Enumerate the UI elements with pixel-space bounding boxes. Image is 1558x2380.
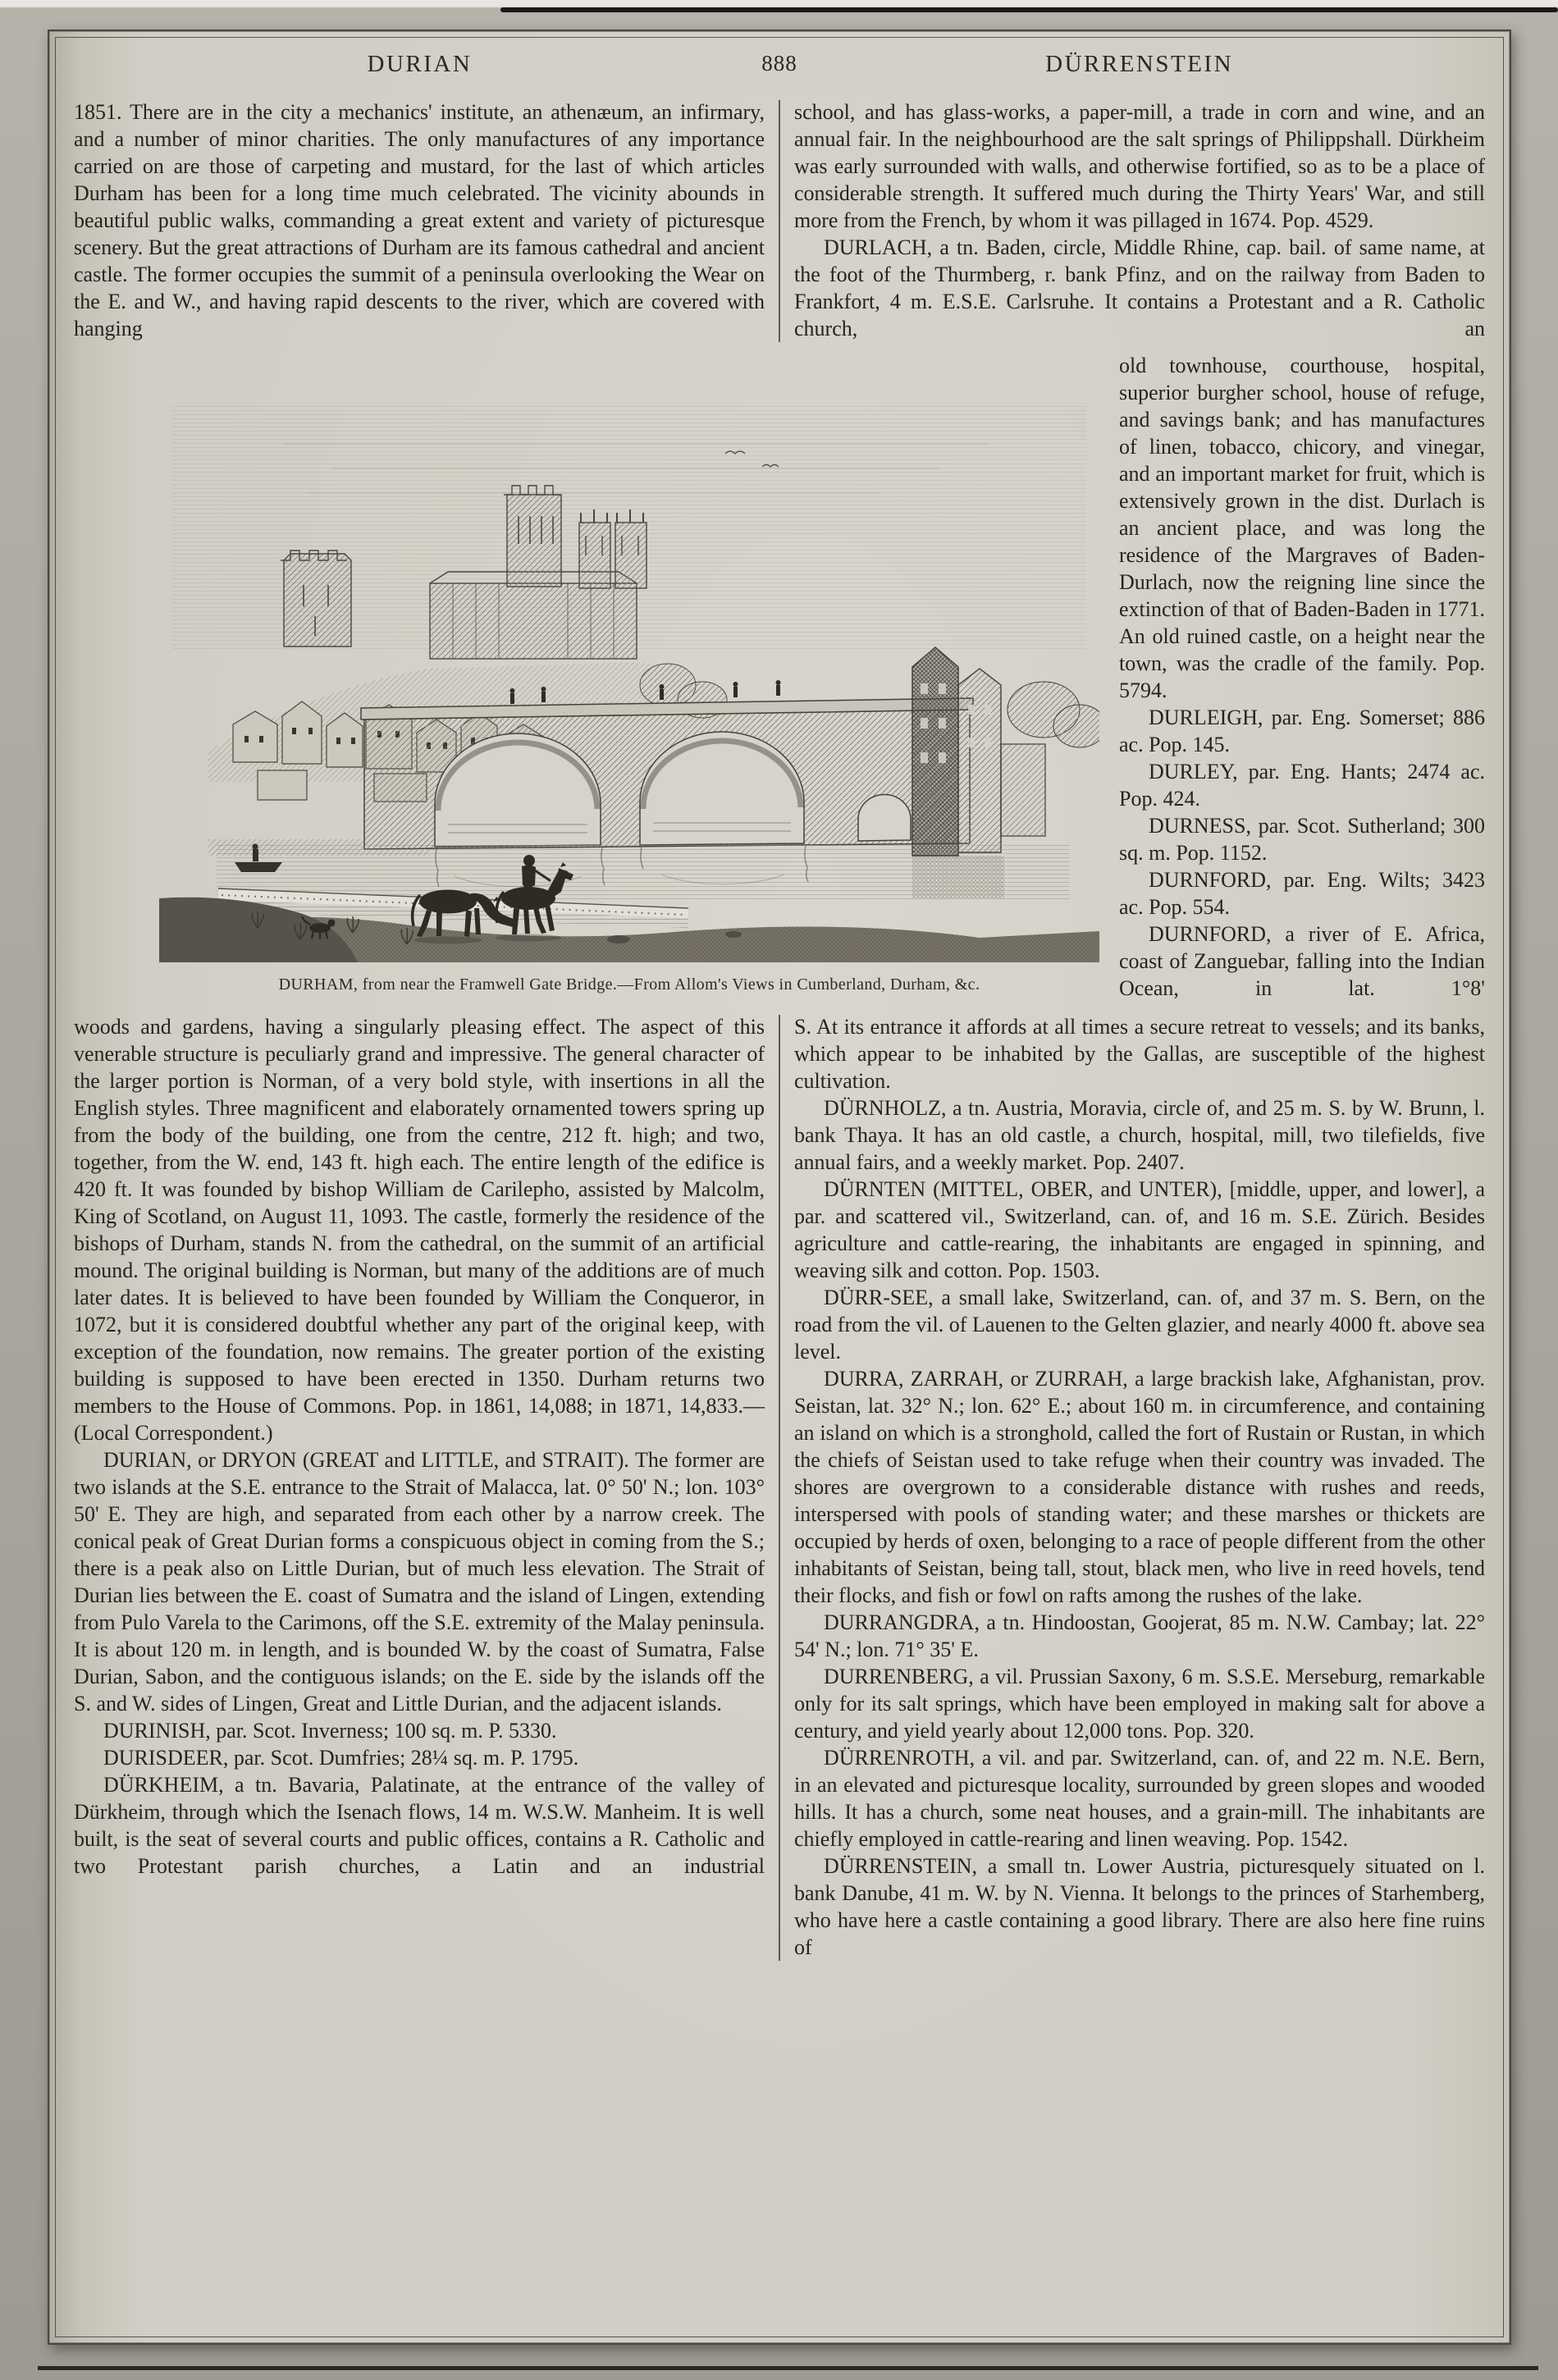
running-head <box>74 51 1485 87</box>
entry-durness: DURNESS, par. Scot. Sutherland; 300 sq. m. Pop. 1152. <box>1119 814 1485 865</box>
entry-durnford-river-continuation: S. At its entrance it affords at all times a secure retreat to vessels; and its banks, which appear to be inhabited by the Gallas, are susceptible of the highest cultivation. <box>794 1015 1485 1093</box>
entry-durlach: DURLACH, a tn. Baden, circle, Middle Rhine, cap. bail. of same name, at the foot of the Thurmberg, r. bank Pfinz, and on the railway from Baden to Frankfort, 4 m. E.S.E. Carlsruhe. It contains a Protestant and a R. Catholic church, an <box>794 235 1485 340</box>
entry-durkheim: DÜRKHEIM, a tn. Bavaria, Palatinate, at the entrance of the valley of Dürkheim, through which the Isenach flows, 14 m. W.S.W. Manheim. It is well built, is the seat of several courts and public offices, contains a R. Catholic and two Protestant parish churches, a Latin and an industrial <box>74 1773 765 1878</box>
durham-article-text: 1851. There are in the city a mechanics' institute, an athenæum, an infirmary, and a number of minor charities. The only manufactures of any importance carried on are those of carpeting and mustard, for the last of which articles Durham has been for a long time much celebrated. The vicinity abounds in beautiful public walks, commanding a great extent and variety of picturesque scenery. But the great attractions of Durham are its famous cathedral and ancient castle. The former occupies the summit of a peninsula overlooking the Wear on the E. and W., and having rapid descents to the river, which are covered with hanging <box>74 100 765 340</box>
durham-engraving-figure <box>159 350 1099 1002</box>
entry-durinish: DURINISH, par. Scot. Inverness; 100 sq. m. P. 5330. <box>103 1719 557 1743</box>
entry-durleigh: DURLEIGH, par. Eng. Somerset; 886 ac. Pop. 145. <box>1119 706 1485 756</box>
column-rule <box>779 1015 780 1961</box>
lower-columns <box>74 1013 1485 1961</box>
entry-durrangdra: DURRANGDRA, a tn. Hindoostan, Goojerat, 85 m. N.W. Cambay; lat. 22° 54' N.; lon. 71° 35' E. <box>794 1610 1485 1661</box>
page-content <box>74 51 1485 2322</box>
durham-engraving <box>159 396 1099 962</box>
entry-durlach-continuation: old townhouse, courthouse, hospital, superior burgher school, house of refuge, and savings bank; and has manufactures of linen, tobacco, chicory, and vinegar, and an important market for fruit, which is extensively grown in the dist. Durlach is an ancient place, and was long the residence of the Margraves of Baden-Durlach, now the reigning line since the extinction of that of Baden-Baden in 1771. An old ruined castle, on a height near the town, was the cradle of the family. Pop. 5794. <box>1119 354 1485 702</box>
book-page <box>48 30 1511 2345</box>
running-head-right-title: DÜRRENSTEIN <box>1045 51 1234 77</box>
left-column-upper <box>74 98 765 342</box>
entry-durra: DURRA, ZARRAH, or ZURRAH, a large brackish lake, Afghanistan, prov. Seistan, lat. 32° N.; lon. 62° E.; about 160 m. in circumference, and containing an island on which is a stronghold, called the fort of Rustain or Rustan, in which the chiefs of Seistan used to take refuge when their country was invaded. The shores are overgrown to a considerable distance with rushes and reeds, interspersed with pools of standing water; and these marshes or thickets are occupied by herds of oxen, belonging to a race of people different from the other inhabitants of Seistan, being tall, stout, black men, who live in reed hovels, tend their flocks, and fish or fowl on rafts among the rushes of the lake. <box>794 1367 1485 1607</box>
entry-durnford-parish: DURNFORD, par. Eng. Wilts; 3423 ac. Pop. 554. <box>1119 868 1485 919</box>
column-rule <box>779 100 780 342</box>
entry-durisdeer: DURISDEER, par. Scot. Dumfries; 28¼ sq. m. P. 1795. <box>103 1746 579 1770</box>
illustration-caption: DURHAM, from near the Framwell Gate Bridge.—From Allom's Views in Cumberland, Durham, &c. <box>278 975 980 994</box>
right-column-upper <box>794 98 1485 342</box>
entry-durley: DURLEY, par. Eng. Hants; 2474 ac. Pop. 424. <box>1119 760 1485 811</box>
entry-durnten: DÜRNTEN (MITTEL, OBER, and UNTER), [middle, upper, and lower], a par. and scattered vil., Switzerland, can. of, and 16 m. S.E. Zürich. Besides agriculture and cattle-rearing, the inhabitants are engaged in spinning, and weaving silk and cotton. Pop. 1503. <box>794 1177 1485 1282</box>
durham-article-continuation: woods and gardens, having a singularly pleasing effect. The aspect of this venerable structure is peculiarly grand and impressive. The general character of the larger portion is Norman, of a very bold style, with insertions in all the English styles. Three magnificent and elaborately ornamented towers spring up from the body of the building, one from the centre, 212 ft. high; and two, together, from the W. end, 143 ft. high each. The entire length of the edifice is 420 ft. It was founded by bishop William de Carilepho, assisted by Malcolm, King of Scotland, on August 11, 1093. The castle, formerly the residence of the bishops of Durham, stands N. from the cathedral, on the summit of an artificial mound. The original building is Norman, but many of the additions are of much later dates. It is believed to have been founded by William the Conqueror, in 1072, but it is considered doubtful whether any part of the original keep, with exception of the foundation, now remains. The greater portion of the existing building is supposed to have been erected in 1350. Durham returns two members to the House of Commons. Pop. in 1861, 14,088; in 1871, 14,833.—(Local Correspondent.) <box>74 1015 765 1445</box>
illustration-band <box>74 350 1485 1002</box>
durkheim-article-continuation: school, and has glass-works, a paper-mill, a trade in corn and wine, and an annual fair. In the neighbourhood are the salt springs of Philippshall. Dürkheim was early surrounded with walls, and otherwise fortified, so as to be a place of considerable strength. It suffered much during the Thirty Years' War, and still more from the French, by whom it was pillaged in 1674. Pop. 4529. <box>794 100 1485 232</box>
scan-edge-artifact-bottom <box>38 2366 1538 2370</box>
running-head-left-title: DURIAN <box>367 51 473 77</box>
entry-durrenstein: DÜRRENSTEIN, a small tn. Lower Austria, picturesquely situated on l. bank Danube, 41 m. W. by N. Vienna. It belongs to the princes of Starhemberg, who have here a castle containing a good library. There are also here fine ruins of <box>794 1854 1485 1959</box>
entry-durnholz: DÜRNHOLZ, a tn. Austria, Moravia, circle of, and 25 m. S. by W. Brunn, l. bank Thaya. It has an old castle, a church, hospital, mill, two tilefields, five annual fairs, and a weekly market. Pop. 2407. <box>794 1096 1485 1174</box>
right-column-narrow <box>1119 350 1485 1002</box>
right-column-lower <box>794 1013 1485 1961</box>
river-wear <box>208 839 1070 901</box>
entry-durr-see: DÜRR-SEE, a small lake, Switzerland, can. of, and 37 m. S. Bern, on the road from the vil. of Lauenen to the Gelten glazier, and nearly 4000 ft. above sea level. <box>794 1286 1485 1364</box>
entry-durian: DURIAN, or DRYON (GREAT and LITTLE, and STRAIT). The former are two islands at the S.E. entrance to the Strait of Malacca, lat. 0° 50' N.; lon. 103° 50' E. They are high, and separated from each other by a narrow creek. The conical peak of Great Durian forms a conspicuous object in coming from the S.; there is a peak also on Little Durian, but of much less elevation. The Strait of Durian lies between the E. coast of Sumatra and the island of Lingen, extending from Pulo Varela to the Carimons, off the S.E. extremity of the Malay peninsula. It is about 120 m. in length, and is bounded W. by the coast of Sumatra, False Durian, Sabon, and the contiguous islands; on the E. side by the islands off the S. and W. sides of Lingen, Great and Little Durian, and the adjacent islands. <box>74 1448 765 1715</box>
left-column-lower <box>74 1013 765 1961</box>
entry-durrenberg: DURRENBERG, a vil. Prussian Saxony, 6 m. S.S.E. Merseburg, remarkable only for its salt springs, which have been employed in making salt for above a century, and yield yearly about 12,000 tons. Pop. 320. <box>794 1665 1485 1743</box>
scan-edge-artifact-top <box>500 7 1558 12</box>
entry-durrenroth: DÜRRENROTH, a vil. and par. Switzerland, can. of, and 22 m. N.E. Bern, in an elevated and picturesque locality, surrounded by green slopes and wooded hills. It has a church, some neat houses, and a grain-mill. The inhabitants are chiefly employed in cattle-rearing and linen weaving. Pop. 1542. <box>794 1746 1485 1851</box>
entry-durnford-river: DURNFORD, a river of E. Africa, coast of Zanguebar, falling into the Indian Ocean, in lat. 1°8' <box>1119 922 1485 1000</box>
upper-columns <box>74 98 1485 342</box>
durham-castle <box>281 550 351 646</box>
page-number: 888 <box>761 51 797 75</box>
